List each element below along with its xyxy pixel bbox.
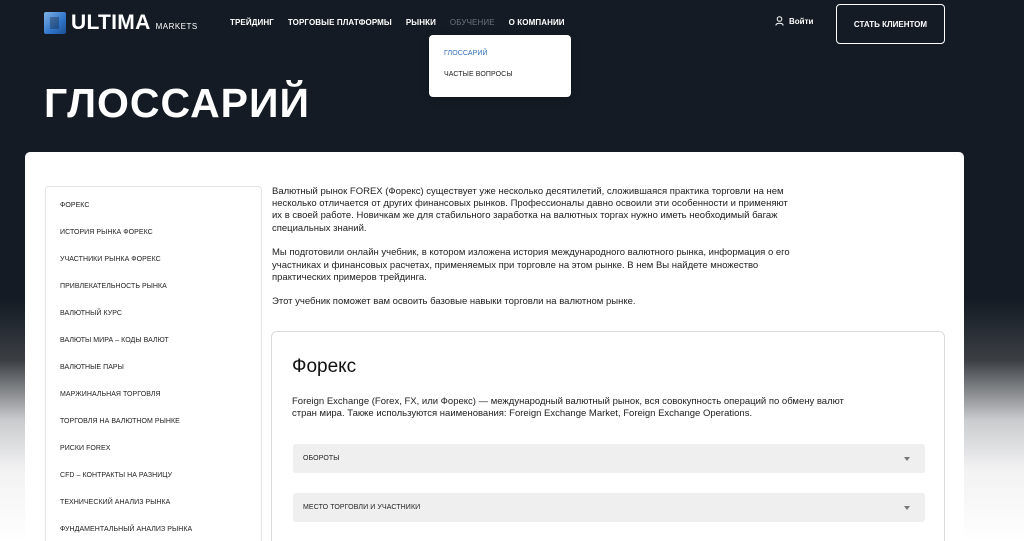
user-icon [775,16,784,26]
main-nav [230,18,565,27]
section-title: Форекс [292,356,357,377]
section-description: Foreign Exchange (Forex, FX, или Форекс) — международный валютный рынок, вся совокупность операций по обмену валют стран мира. Также используются наименования: Foreign Exchange Market, Foreign Exchange Operations. [292,396,844,420]
sidebar-item-participants[interactable]: УЧАСТНИКИ РЫНКА ФОРЕКС [60,256,161,263]
sidebar-item-exchange-rate[interactable]: ВАЛЮТНЫЙ КУРС [60,310,122,317]
accordion-label: ОБОРОТЫ [303,455,340,462]
sidebar-item-margin-trading[interactable]: МАРЖИНАЛЬНАЯ ТОРГОВЛЯ [60,391,161,398]
chevron-down-icon [904,457,910,461]
intro-paragraph: Мы подготовили онлайн учебник, в котором изложена история международного валютного рынка, информация о его участниках и финансовых расчетах, применяемых при торговле на этом рынке. В нем Вы найдете множество практических примеров трейдинга. [272,247,790,283]
chevron-down-icon [904,506,910,510]
dropdown-item-faq[interactable]: ЧАСТЫЕ ВОПРОСЫ [444,71,513,78]
forex-section [271,331,945,541]
sidebar-item-cfd[interactable]: CFD – КОНТРАКТЫ НА РАЗНИЦУ [60,472,173,479]
sidebar-item-technical-analysis[interactable]: ТЕХНИЧЕСКИЙ АНАЛИЗ РЫНКА [60,499,171,506]
intro-paragraph: Этот учебник поможет вам освоить базовые навыки торговли на валютном рынке. [272,296,636,308]
dropdown-item-glossary[interactable]: ГЛОССАРИЙ [444,50,488,57]
login-label: Войти [789,16,814,26]
education-dropdown [429,35,571,97]
logo-text: ULTIMA [71,11,151,34]
logo[interactable] [44,12,198,34]
sidebar-item-currency-codes[interactable]: ВАЛЮТЫ МИРА – КОДЫ ВАЛЮТ [60,337,169,344]
accordion-turnover[interactable] [293,444,925,473]
accordion-place-and-participants[interactable] [293,493,925,522]
login-link[interactable] [775,16,813,26]
sidebar-item-forex[interactable]: ФОРЕКС [60,202,90,209]
logo-mark-icon [44,12,66,34]
intro-paragraph: Валютный рынок FOREX (Форекс) существует уже несколько десятилетий, сложившаяся практика торговли на нем несколько отличается от других финансовых рынков. Профессионалы давно освоили эти особенности и применяют их в своей работе. Новичкам же для стабильного заработка на валютных торгах нужно иметь необходимый багаж специальных знаний. [272,186,788,234]
nav-markets[interactable]: РЫНКИ [405,18,436,27]
nav-platforms[interactable]: ТОРГОВЫЕ ПЛАТФОРМЫ [287,18,392,27]
nav-trading[interactable]: ТРЕЙДИНГ [230,18,274,27]
logo-subtext: MARKETS [155,22,198,31]
sidebar-item-currency-pairs[interactable]: ВАЛЮТНЫЕ ПАРЫ [60,364,124,371]
become-client-button[interactable]: СТАТЬ КЛИЕНТОМ [836,4,945,44]
sidebar-item-history[interactable]: ИСТОРИЯ РЫНКА ФОРЕКС [60,229,153,236]
nav-education[interactable]: ОБУЧЕНИЕ [449,18,495,27]
sidebar-item-fx-trading[interactable]: ТОРГОВЛЯ НА ВАЛЮТНОМ РЫНКЕ [60,418,180,425]
sidebar-item-risks[interactable]: РИСКИ FOREX [60,445,111,452]
glossary-sidebar [45,186,262,541]
page-title: ГЛОССАРИЙ [44,80,310,126]
nav-about[interactable]: О КОМПАНИИ [508,18,565,27]
intro-text [272,186,797,321]
sidebar-item-attractiveness[interactable]: ПРИВЛЕКАТЕЛЬНОСТЬ РЫНКА [60,283,167,290]
sidebar-item-fundamental-analysis[interactable]: ФУНДАМЕНТАЛЬНЫЙ АНАЛИЗ РЫНКА [60,526,193,533]
accordion-label: МЕСТО ТОРГОВЛИ И УЧАСТНИКИ [303,504,421,511]
